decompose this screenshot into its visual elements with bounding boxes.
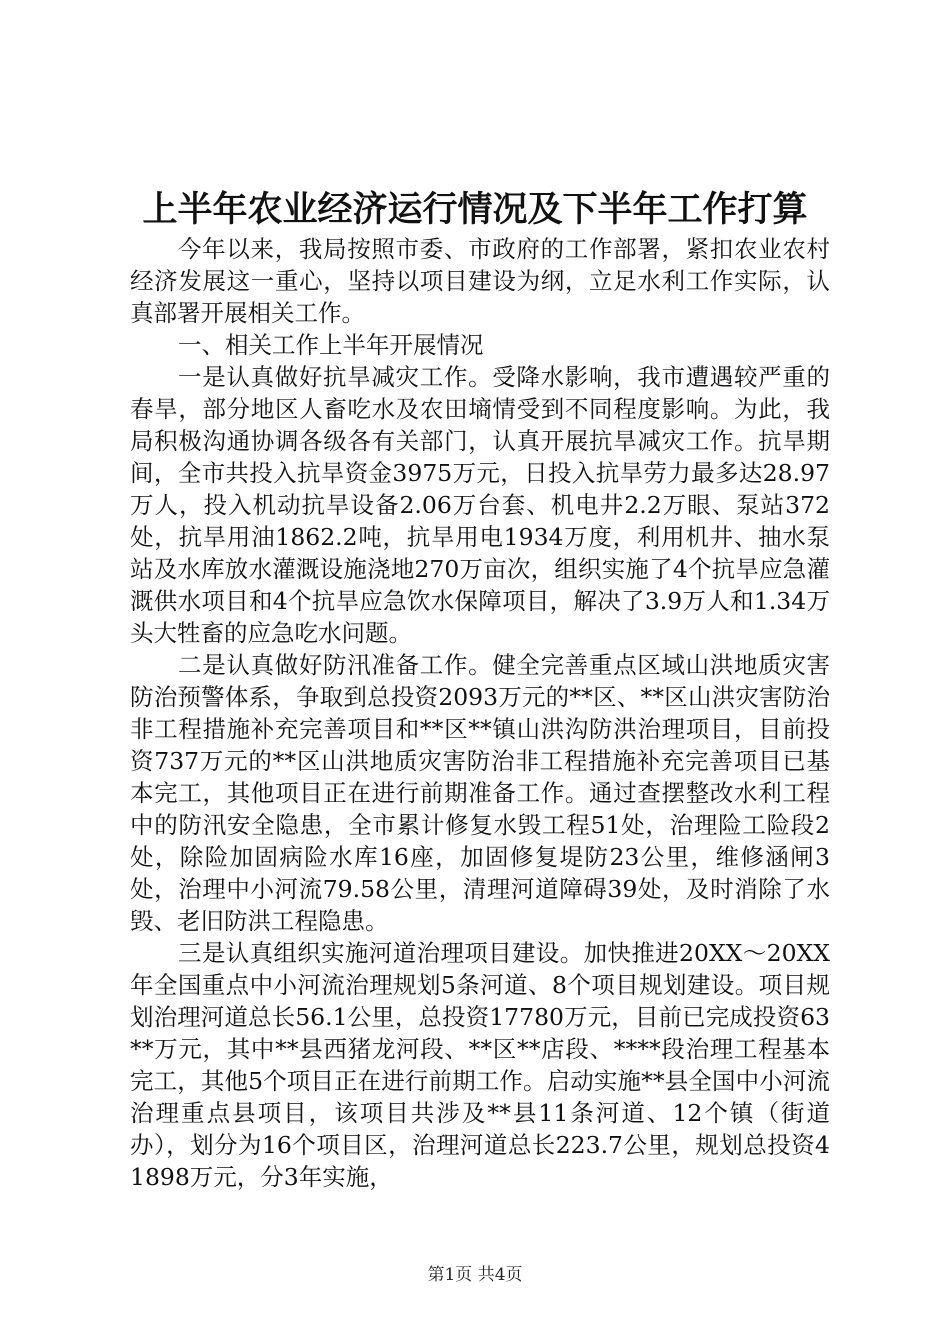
document-body [130,233,830,1193]
document-title: 上半年农业经济运行情况及下半年工作打算 [142,189,808,230]
flood-prep-paragraph: 二是认真做好防汛准备工作。健全完善重点区域山洪地质灾害防治预警体系，争取到总投资2093万元的**区、**区山洪灾害防治非工程措施补充完善项目和**区**镇山洪沟防洪治理项目，目前投资737万元的**区山洪地质灾害防治非工程措施补充完善项目已基本完工，其他项目正在进行前期准备工作。通过查摆整改水利工程中的防汛安全隐患，全市累计修复水毁工程51处，治理险工险段2处，除险加固病险水库16座，加固修复堤防23公里，维修涵闸3处，治理中小河流79.58公里，清理河道障碍39处，及时消除了水毁、老旧防洪工程隐患。 [130,651,830,935]
page-number-footer: 第1页 共4页 [427,1265,523,1285]
drought-relief-paragraph: 一是认真做好抗旱减灾工作。受降水影响，我市遭遇较严重的春旱，部分地区人畜吃水及农田墒情受到不同程度影响。为此，我局积极沟通协调各级各有关部门，认真开展抗旱减灾工作。抗旱期间，全市共投入抗旱资金3975万元，日投入抗旱劳力最多达28.97万人，投入机动抗旱设备2.06万台套、机电井2.2万眼、泵站372处，抗旱用油1862.2吨，抗旱用电1934万度，利用机井、抽水泵站及水库放水灌溉设施浇地270万亩次，组织实施了4个抗旱应急灌溉供水项目和4个抗旱应急饮水保障项目，解决了3.9万人和1.34万头大牲畜的应急吃水问题。 [130,363,830,647]
section-heading: 一、相关工作上半年开展情况 [178,331,484,359]
intro-paragraph: 今年以来，我局按照市委、市政府的工作部署，紧扣农业农村经济发展这一重心，坚持以项目建设为纲，立足水利工作实际，认真部署开展相关工作。 [130,235,830,327]
river-project-paragraph: 三是认真组织实施河道治理项目建设。加快推进20XX～20XX年全国重点中小河流治理规划5条河道、8个项目规划建设。项目规划治理河道总长56.1公里，总投资17780万元，目前已完成投资63**万元，其中**县西猪龙河段、**区**店段、****段治理工程基本完工，其他5个项目正在进行前期工作。启动实施**县全国中小河流治理重点县项目，该项目共涉及**县11条河道、12个镇（街道办），划分为16个项目区，治理河道总长223.7公里，规划总投资41898万元，分3年实施， [130,939,830,1191]
